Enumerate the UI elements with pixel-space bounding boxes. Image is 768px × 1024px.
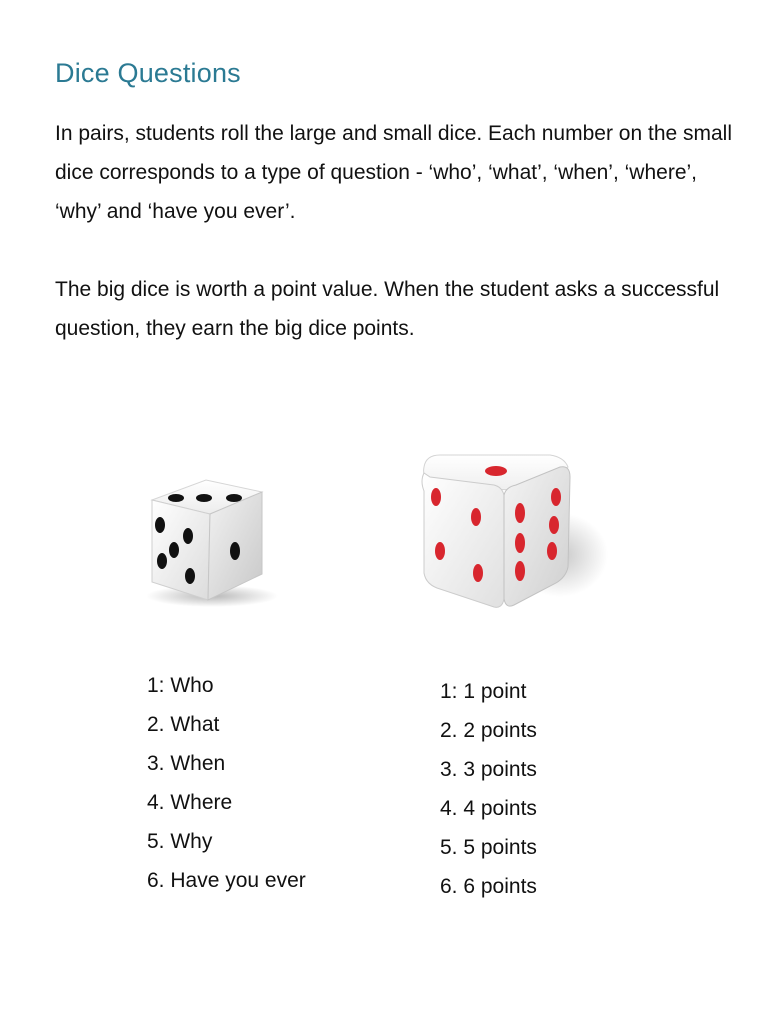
list-item: 2. What — [147, 713, 220, 736]
list-item: 3. 3 points — [440, 758, 537, 781]
scoring-paragraph: The big dice is worth a point value. When the student asks a successful question, they earn the big dice points. — [55, 278, 720, 340]
page-title: Dice Questions — [55, 58, 241, 88]
list-item: 3. When — [147, 752, 226, 775]
list-item: 4. Where — [147, 791, 233, 814]
list-item: 1: 1 point — [440, 680, 527, 703]
list-item: 5. 5 points — [440, 836, 537, 859]
list-item: 6. Have you ever — [147, 869, 306, 892]
list-item: 5. Why — [147, 830, 213, 853]
list-item: 4. 4 points — [440, 797, 537, 820]
list-item: 6. 6 points — [440, 875, 537, 898]
question-types-list — [147, 673, 306, 907]
list-item: 1: Who — [147, 674, 214, 697]
point-values-list — [440, 679, 537, 913]
list-item: 2. 2 points — [440, 719, 537, 742]
small-dice-icon — [138, 470, 280, 610]
instructions-paragraph: In pairs, students roll the large and small dice. Each number on the small dice corresponds to a type of question - ‘who’, ‘what’, ‘when’, ‘where’, ‘why’ and ‘have you ever’. — [55, 122, 733, 223]
large-dice-icon — [410, 445, 610, 615]
